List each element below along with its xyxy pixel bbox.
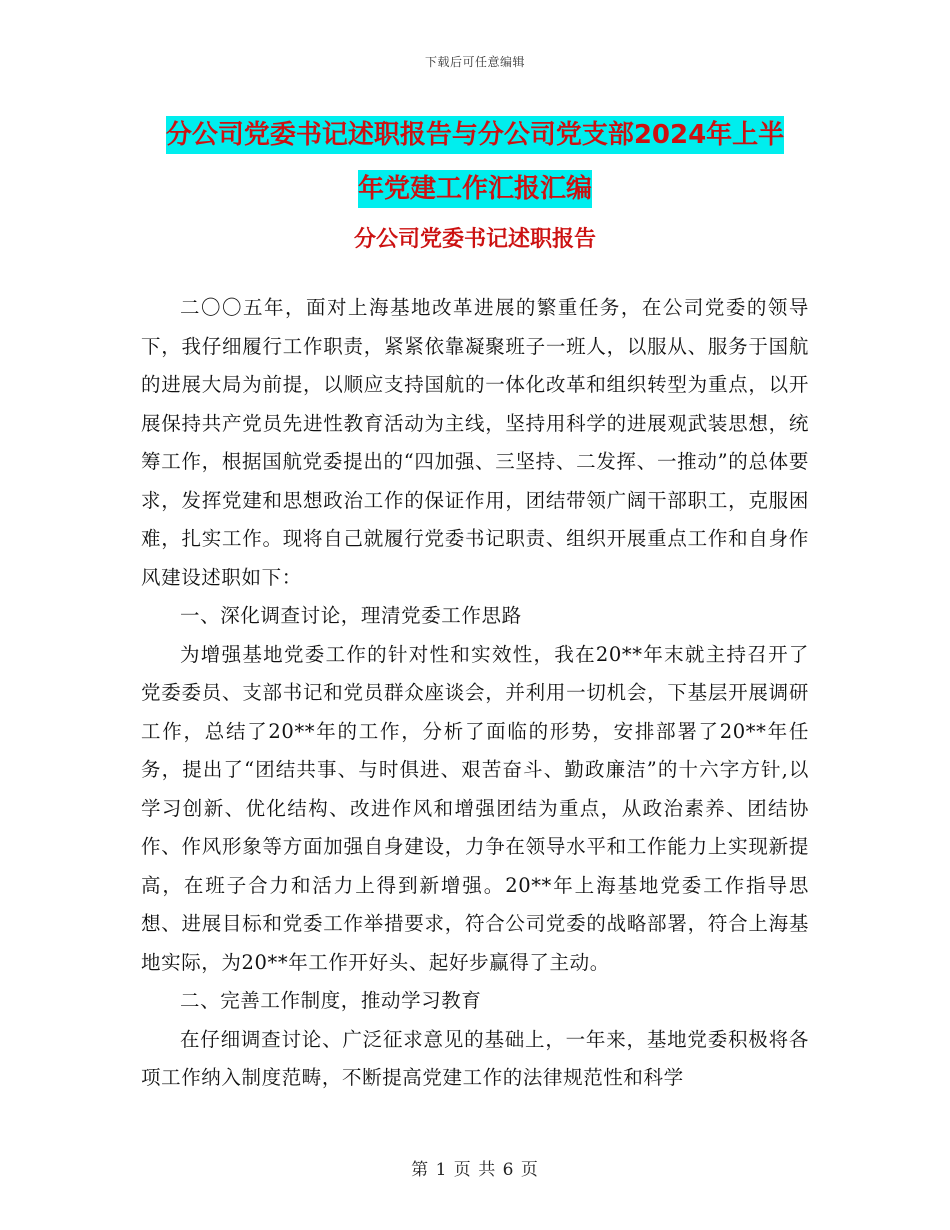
document-body <box>141 289 809 1098</box>
section-title: 分公司党委书记述职报告 <box>353 227 596 252</box>
paragraph-part-2: 在仔细调查讨论、广泛征求意见的基础上，一年来，基地党委积极将各项工作纳入制度范畴，不断提高党建工作的法律规范性和科学 <box>141 1027 809 1089</box>
heading-part-1: 一、深化调查讨论，理清党委工作思路 <box>180 604 522 627</box>
paragraph-intro: 二〇〇五年，面对上海基地改革进展的繁重任务，在公司党委的领导下，我仔细履行工作职责，紧紧依靠凝聚班子一班人，以服从、服务于国航的进展大局为前提，以顺应支持国航的一体化改革和组织转型为重点，以开展保持共产党员先进性教育活动为主线，坚持用科学的进展观武装思想，统筹工作，根据国航党委提出的“四加强、三坚持、二发挥、一推动”的总体要求，发挥党建和思想政治工作的保证作用，团结带领广阔干部职工，克服困难，扎实工作。现将自己就履行党委书记职责、组织开展重点工作和自身作风建设述职如下： <box>141 296 809 589</box>
page-number: 第 1 页 共 6 页 <box>411 1160 539 1180</box>
heading-part-2: 二、完善工作制度，推动学习教育 <box>180 989 482 1012</box>
document-title-line-2: 年党建工作汇报汇编 <box>358 170 592 208</box>
page-header-note: 下载后可任意编辑 <box>424 55 525 69</box>
paragraph-part-1: 为增强基地党委工作的针对性和实效性，我在20**年末就主持召开了党委委员、支部书记和党员群众座谈会，并利用一切机会，下基层开展调研工作，总结了20**年的工作，分析了面临的形势，安排部署了20**年任务，提出了“团结共事、与时俱进、艰苦奋斗、勤政廉洁”的十六字方针,以学习创新、优化结构、改进作风和增强团结为重点，从政治素养、团结协作、作风形象等方面加强自身建设，力争在领导水平和工作能力上实现新提高，在班子合力和活力上得到新增强。20**年上海基地党委工作指导思想、进展目标和党委工作举措要求，符合公司党委的战略部署，符合上海基地实际，为20**年工作开好头、起好步赢得了主动。 <box>141 642 809 974</box>
document-title-line-1: 分公司党委书记述职报告与分公司党支部2024年上半 <box>166 116 784 154</box>
document-title <box>0 108 950 216</box>
